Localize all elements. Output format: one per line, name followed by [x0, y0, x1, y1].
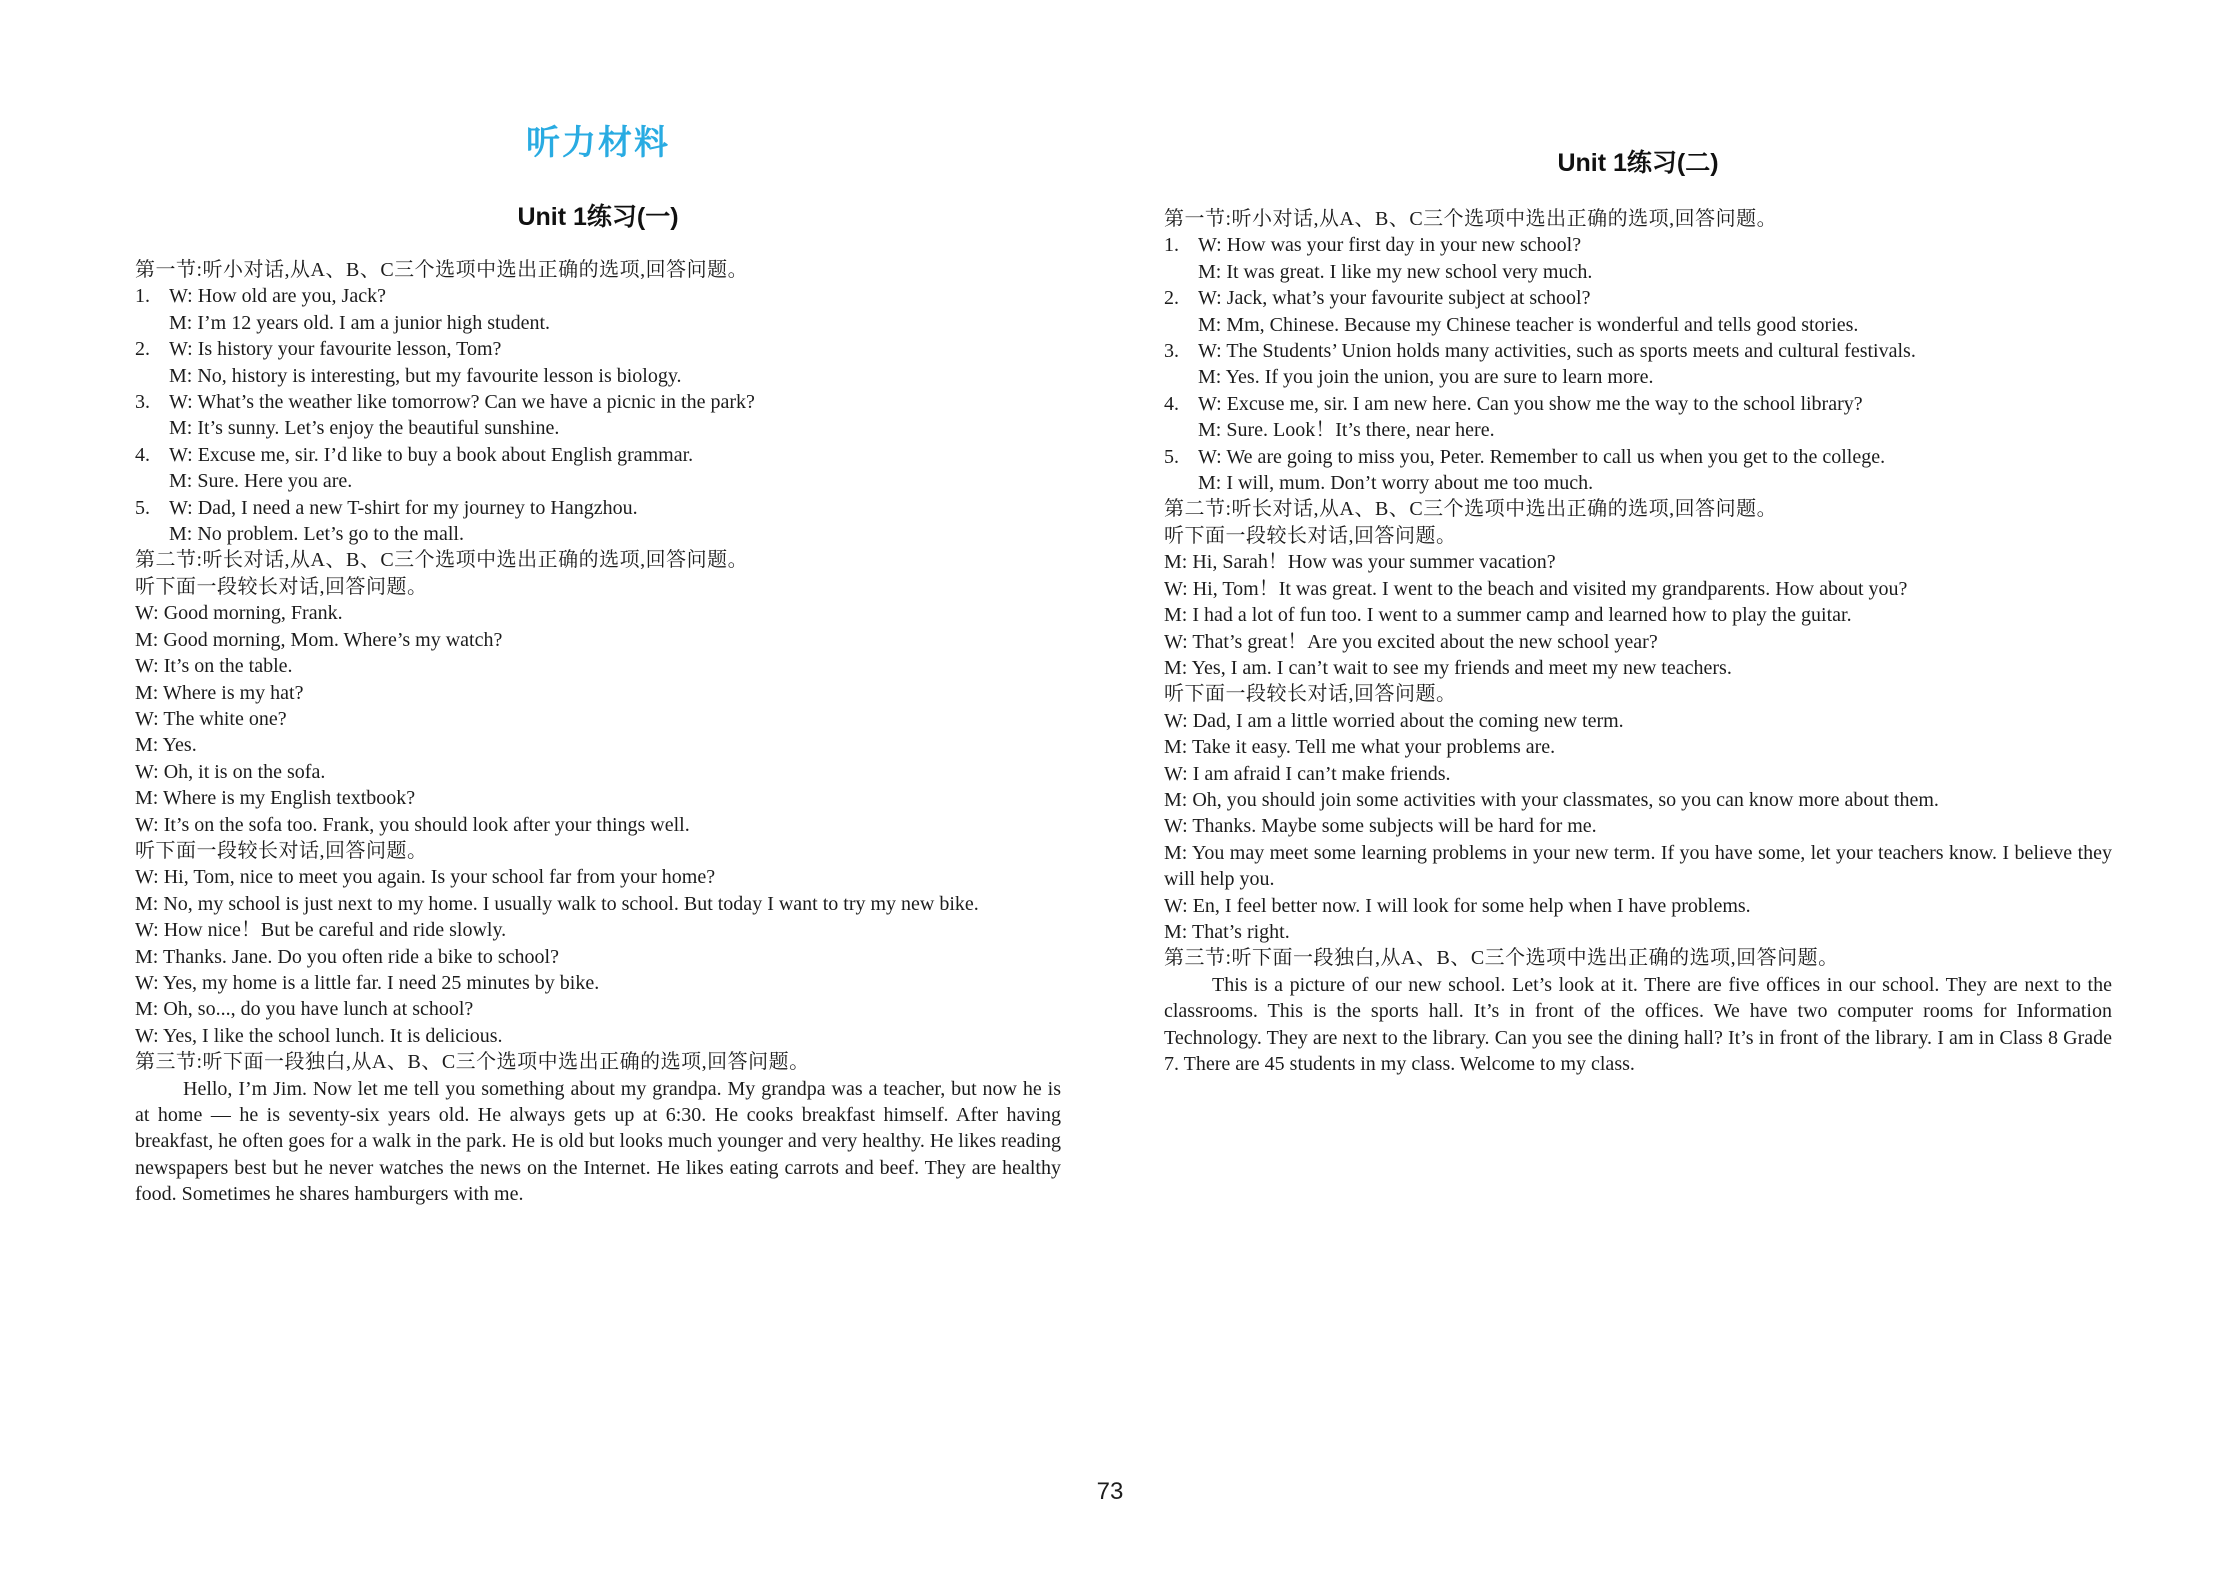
- transcript-line: M: Good morning, Mom. Where’s my watch?: [135, 628, 503, 651]
- transcript-line: M: No problem. Let’s go to the mall.: [169, 523, 464, 546]
- transcript-line: M: No, history is interesting, but my favourite lesson is biology.: [169, 364, 682, 387]
- transcript-line: W: I am afraid I can’t make friends.: [1164, 762, 1451, 785]
- item-number: 1.: [1164, 234, 1179, 257]
- item-number: 4.: [1164, 392, 1179, 415]
- transcript-line: This is a picture of our new school. Let’s look at it. There are five offices in our school. They are next to the classrooms. This is the sports hall. It’s in front of the offices. We have two computer rooms for Information Technology. They are next to the library. Can you see the dining hall? It’s in front of the library. I am in Class 8 Grade 7. There are 45 students in my class. Welcome to my class.: [1164, 973, 2112, 1075]
- transcript-line: 听下面一段较长对话,回答问题。: [135, 839, 428, 862]
- right-column: [1164, 0, 2112, 1077]
- transcript-line: 第一节:听小对话,从A、B、C三个选项中选出正确的选项,回答问题。: [1164, 208, 1778, 230]
- transcript-line: 第一节:听小对话,从A、B、C三个选项中选出正确的选项,回答问题。: [135, 259, 749, 281]
- item-number: 5.: [1164, 445, 1179, 468]
- transcript-line: 第三节:听下面一段独白,从A、B、C三个选项中选出正确的选项,回答问题。: [135, 1051, 810, 1074]
- transcript-line: 听下面一段较长对话,回答问题。: [1164, 683, 1457, 706]
- transcript-line: M: Where is my English textbook?: [135, 787, 416, 810]
- transcript-line: M: Hi, Sarah！How was your summer vacation?: [1164, 551, 1556, 574]
- transcript-line: W: That’s great！Are you excited about the new school year?: [1164, 630, 1658, 653]
- transcript-line: M: It’s sunny. Let’s enjoy the beautiful sunshine.: [169, 417, 560, 440]
- right-section-title: Unit 1练习(二): [1557, 149, 1719, 177]
- transcript-line: M: Yes, I am. I can’t wait to see my friends and meet my new teachers.: [1164, 656, 1732, 679]
- transcript-line: W: Hi, Tom！It was great. I went to the beach and visited my grandparents. How about you?: [1164, 577, 1908, 600]
- transcript-line: [135, 336, 1061, 362]
- transcript-line: [135, 442, 1061, 468]
- transcript-line: M: Yes.: [135, 734, 197, 757]
- item-number: 2.: [1164, 287, 1179, 310]
- transcript-line: [1164, 285, 2112, 311]
- transcript-line: 第二节:听长对话,从A、B、C三个选项中选出正确的选项,回答问题。: [1164, 498, 1778, 521]
- transcript-line: M: Where is my hat?: [135, 681, 304, 704]
- item-number: 5.: [135, 496, 150, 519]
- left-section-title: Unit 1练习(一): [517, 203, 679, 231]
- page-title: 听力材料: [526, 125, 670, 162]
- item-text: W: Is history your favourite lesson, Tom?: [169, 338, 502, 361]
- item-text: W: Jack, what’s your favourite subject at school?: [1198, 287, 1591, 310]
- transcript-line: M: You may meet some learning problems in your new term. If you have some, let your teachers know. I believe they will help you.: [1164, 841, 2112, 891]
- page-number: 73: [1096, 1478, 1124, 1505]
- item-text: W: The Students’ Union holds many activities, such as sports meets and cultural festivals.: [1198, 340, 1916, 363]
- transcript-line: M: I had a lot of fun too. I went to a summer camp and learned how to play the guitar.: [1164, 604, 1852, 627]
- item-text: W: Excuse me, sir. I’d like to buy a book about English grammar.: [169, 443, 694, 466]
- transcript-line: M: I will, mum. Don’t worry about me too much.: [1198, 472, 1594, 495]
- transcript-line: W: It’s on the sofa too. Frank, you should look after your things well.: [135, 813, 690, 836]
- item-text: W: We are going to miss you, Peter. Remember to call us when you get to the college.: [1198, 445, 1886, 468]
- transcript-line: W: It’s on the table.: [135, 655, 293, 678]
- transcript-line: 第二节:听长对话,从A、B、C三个选项中选出正确的选项,回答问题。: [135, 549, 749, 572]
- item-number: 3.: [135, 391, 150, 414]
- transcript-line: W: En, I feel better now. I will look for some help when I have problems.: [1164, 894, 1751, 917]
- transcript-line: Hello, I’m Jim. Now let me tell you something about my grandpa. My grandpa was a teacher, but now he is at home — he is seventy-six years old. He always gets up at 6:30. He cooks breakfast himself. After having breakfast, he often goes for a walk in the park. He is old but looks much younger and very healthy. He likes reading newspapers best but he never watches the news on the Internet. He likes eating carrots and beef. They are healthy food. Sometimes he shares hamburgers with me.: [135, 1077, 1061, 1206]
- transcript-line: W: Yes, I like the school lunch. It is delicious.: [135, 1024, 503, 1047]
- transcript-line: 第三节:听下面一段独白,从A、B、C三个选项中选出正确的选项,回答问题。: [1164, 947, 1839, 970]
- transcript-line: [1164, 444, 2112, 470]
- transcript-line: M: Oh, so..., do you have lunch at school?: [135, 998, 474, 1021]
- transcript-line: [135, 495, 1061, 521]
- right-transcript-body: [1164, 206, 2112, 1077]
- transcript-line: 听下面一段较长对话,回答问题。: [135, 575, 428, 598]
- left-column: [135, 0, 1061, 1208]
- item-text: W: Excuse me, sir. I am new here. Can you show me the way to the school library?: [1198, 392, 1863, 415]
- transcript-line: W: How nice！But be careful and ride slowly.: [135, 919, 507, 942]
- transcript-line: W: Thanks. Maybe some subjects will be hard for me.: [1164, 815, 1597, 838]
- transcript-line: M: Sure. Here you are.: [169, 470, 353, 493]
- transcript-line: M: It was great. I like my new school very much.: [1198, 260, 1593, 283]
- transcript-line: 听下面一段较长对话,回答问题。: [1164, 524, 1457, 547]
- transcript-line: W: Yes, my home is a little far. I need 25 minutes by bike.: [135, 971, 600, 994]
- transcript-line: M: Mm, Chinese. Because my Chinese teacher is wonderful and tells good stories.: [1198, 313, 1859, 336]
- item-text: W: How was your first day in your new school?: [1198, 234, 1582, 257]
- transcript-line: [1164, 232, 2112, 258]
- transcript-line: W: Hi, Tom, nice to meet you again. Is your school far from your home?: [135, 866, 716, 889]
- transcript-line: [135, 389, 1061, 415]
- transcript-line: M: I’m 12 years old. I am a junior high student.: [169, 311, 551, 334]
- item-text: W: Dad, I need a new T-shirt for my journey to Hangzhou.: [169, 496, 638, 519]
- transcript-line: [1164, 391, 2112, 417]
- transcript-line: M: Sure. Look！It’s there, near here.: [1198, 419, 1495, 442]
- transcript-line: [1164, 338, 2112, 364]
- left-transcript-body: [135, 257, 1061, 1208]
- item-text: W: What’s the weather like tomorrow? Can we have a picnic in the park?: [169, 391, 755, 414]
- transcript-line: W: Dad, I am a little worried about the coming new term.: [1164, 709, 1624, 732]
- transcript-line: M: Oh, you should join some activities with your classmates, so you can know more about them.: [1164, 788, 1939, 811]
- transcript-line: W: The white one?: [135, 707, 287, 730]
- item-number: 2.: [135, 338, 150, 361]
- item-text: W: How old are you, Jack?: [169, 285, 386, 308]
- transcript-line: W: Good morning, Frank.: [135, 602, 343, 625]
- item-number: 4.: [135, 443, 150, 466]
- transcript-line: M: That’s right.: [1164, 920, 1290, 943]
- transcript-line: W: Oh, it is on the sofa.: [135, 760, 326, 783]
- item-number: 1.: [135, 285, 150, 308]
- item-number: 3.: [1164, 340, 1179, 363]
- transcript-line: M: Thanks. Jane. Do you often ride a bike to school?: [135, 945, 559, 968]
- transcript-line: M: Take it easy. Tell me what your problems are.: [1164, 736, 1556, 759]
- transcript-line: [135, 283, 1061, 309]
- transcript-line: M: Yes. If you join the union, you are sure to learn more.: [1198, 366, 1654, 389]
- transcript-line: M: No, my school is just next to my home. I usually walk to school. But today I want to try my new bike.: [135, 892, 979, 915]
